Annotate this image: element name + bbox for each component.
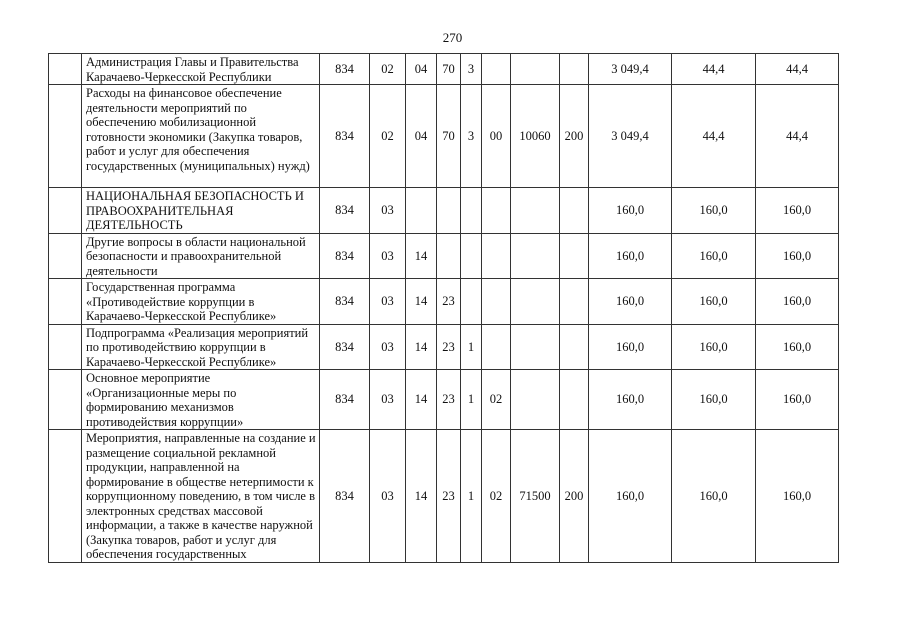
ved-cell: 834 — [320, 279, 370, 325]
subprogram-cell: 1 — [461, 430, 482, 563]
section-cell: 03 — [370, 188, 406, 234]
expense-direction-cell: 71500 — [511, 430, 560, 563]
program-cell: 23 — [437, 370, 461, 430]
expense-direction-cell — [511, 324, 560, 370]
table-row — [49, 233, 839, 279]
section-cell: 03 — [370, 279, 406, 325]
section-cell: 03 — [370, 233, 406, 279]
section-cell: 03 — [370, 370, 406, 430]
sum-year-3-cell: 160,0 — [756, 233, 839, 279]
ved-cell: 834 — [320, 188, 370, 234]
expense-type-cell — [560, 54, 589, 85]
sum-year-3-cell: 160,0 — [756, 279, 839, 325]
sum-year-1-cell: 160,0 — [589, 233, 672, 279]
main-activity-cell — [482, 54, 511, 85]
program-cell — [437, 188, 461, 234]
table-row — [49, 279, 839, 325]
subprogram-cell: 1 — [461, 324, 482, 370]
table-row — [49, 85, 839, 188]
expense-type-cell — [560, 233, 589, 279]
subsection-cell: 04 — [406, 54, 437, 85]
sum-year-1-cell: 160,0 — [589, 188, 672, 234]
main-activity-cell: 02 — [482, 430, 511, 563]
sum-year-3-cell: 44,4 — [756, 85, 839, 188]
section-cell: 02 — [370, 85, 406, 188]
expense-type-cell — [560, 188, 589, 234]
subsection-cell: 14 — [406, 233, 437, 279]
sum-year-2-cell: 44,4 — [672, 85, 756, 188]
sum-year-2-cell: 160,0 — [672, 233, 756, 279]
program-cell: 70 — [437, 85, 461, 188]
sum-year-2-cell: 44,4 — [672, 54, 756, 85]
item-name-cell: Расходы на финансовое обеспечение деятельности мероприятий по обеспечению мобилизационной готовности экономики (Закупка товаров, работ и услуг для обеспечения государственных (муниципальных) нужд) — [82, 85, 320, 188]
expense-type-cell — [560, 324, 589, 370]
table-row — [49, 324, 839, 370]
sum-year-3-cell: 160,0 — [756, 430, 839, 563]
item-name-cell: Мероприятия, направленные на создание и размещение социальной рекламной продукции, направленной на формирование в обществе нетерпимости к коррупционному поведению, в том числе в электронных средствах массовой информации, а также в качестве наружной (Закупка товаров, работ и услуг для обеспечения государственных — [82, 430, 320, 563]
subsection-cell: 14 — [406, 370, 437, 430]
sum-year-1-cell: 3 049,4 — [589, 54, 672, 85]
subsection-cell: 04 — [406, 85, 437, 188]
program-cell — [437, 233, 461, 279]
row-index-cell — [49, 279, 82, 325]
item-name-cell: НАЦИОНАЛЬНАЯ БЕЗОПАСНОСТЬ И ПРАВООХРАНИТЕЛЬНАЯ ДЕЯТЕЛЬНОСТЬ — [82, 188, 320, 234]
main-activity-cell: 02 — [482, 370, 511, 430]
subsection-cell: 14 — [406, 430, 437, 563]
ved-cell: 834 — [320, 430, 370, 563]
expense-direction-cell — [511, 370, 560, 430]
main-activity-cell — [482, 279, 511, 325]
subprogram-cell — [461, 233, 482, 279]
subprogram-cell — [461, 279, 482, 325]
sum-year-2-cell: 160,0 — [672, 324, 756, 370]
expense-direction-cell — [511, 233, 560, 279]
expense-type-cell — [560, 370, 589, 430]
expense-type-cell: 200 — [560, 430, 589, 563]
row-index-cell — [49, 370, 82, 430]
sum-year-1-cell: 160,0 — [589, 324, 672, 370]
subprogram-cell: 1 — [461, 370, 482, 430]
program-cell: 23 — [437, 430, 461, 563]
sum-year-2-cell: 160,0 — [672, 430, 756, 563]
table-row — [49, 54, 839, 85]
expense-type-cell: 200 — [560, 85, 589, 188]
row-index-cell — [49, 85, 82, 188]
program-cell: 23 — [437, 324, 461, 370]
ved-cell: 834 — [320, 54, 370, 85]
section-cell: 03 — [370, 430, 406, 563]
table-row — [49, 188, 839, 234]
expense-direction-cell — [511, 279, 560, 325]
budget-table-body — [49, 54, 839, 563]
ved-cell: 834 — [320, 233, 370, 279]
subprogram-cell — [461, 188, 482, 234]
budget-table — [48, 53, 839, 563]
section-cell: 02 — [370, 54, 406, 85]
main-activity-cell — [482, 188, 511, 234]
subsection-cell: 14 — [406, 324, 437, 370]
subprogram-cell: 3 — [461, 54, 482, 85]
main-activity-cell: 00 — [482, 85, 511, 188]
ved-cell: 834 — [320, 370, 370, 430]
sum-year-3-cell: 160,0 — [756, 370, 839, 430]
row-index-cell — [49, 233, 82, 279]
sum-year-1-cell: 160,0 — [589, 370, 672, 430]
sum-year-2-cell: 160,0 — [672, 188, 756, 234]
expense-direction-cell: 10060 — [511, 85, 560, 188]
ved-cell: 834 — [320, 324, 370, 370]
sum-year-1-cell: 160,0 — [589, 279, 672, 325]
item-name-cell: Другие вопросы в области национальной безопасности и правоохранительной деятельности — [82, 233, 320, 279]
expense-direction-cell — [511, 54, 560, 85]
main-activity-cell — [482, 233, 511, 279]
row-index-cell — [49, 430, 82, 563]
ved-cell: 834 — [320, 85, 370, 188]
item-name-cell: Основное мероприятие «Организационные меры по формированию механизмов противодействия коррупции» — [82, 370, 320, 430]
program-cell: 23 — [437, 279, 461, 325]
item-name-cell: Подпрограмма «Реализация мероприятий по противодействию коррупции в Карачаево-Черкесской Республике» — [82, 324, 320, 370]
sum-year-3-cell: 160,0 — [756, 188, 839, 234]
subsection-cell: 14 — [406, 279, 437, 325]
item-name-cell: Государственная программа «Противодействие коррупции в Карачаево-Черкесской Республике» — [82, 279, 320, 325]
item-name-cell: Администрация Главы и Правительства Карачаево-Черкесской Республики — [82, 54, 320, 85]
table-row — [49, 430, 839, 563]
sum-year-1-cell: 160,0 — [589, 430, 672, 563]
subprogram-cell: 3 — [461, 85, 482, 188]
row-index-cell — [49, 54, 82, 85]
sum-year-1-cell: 3 049,4 — [589, 85, 672, 188]
sum-year-2-cell: 160,0 — [672, 370, 756, 430]
subsection-cell — [406, 188, 437, 234]
page-number: 270 — [442, 30, 463, 45]
sum-year-3-cell: 44,4 — [756, 54, 839, 85]
expense-direction-cell — [511, 188, 560, 234]
main-activity-cell — [482, 324, 511, 370]
table-row — [49, 370, 839, 430]
row-index-cell — [49, 188, 82, 234]
row-index-cell — [49, 324, 82, 370]
expense-type-cell — [560, 279, 589, 325]
program-cell: 70 — [437, 54, 461, 85]
sum-year-2-cell: 160,0 — [672, 279, 756, 325]
section-cell: 03 — [370, 324, 406, 370]
sum-year-3-cell: 160,0 — [756, 324, 839, 370]
